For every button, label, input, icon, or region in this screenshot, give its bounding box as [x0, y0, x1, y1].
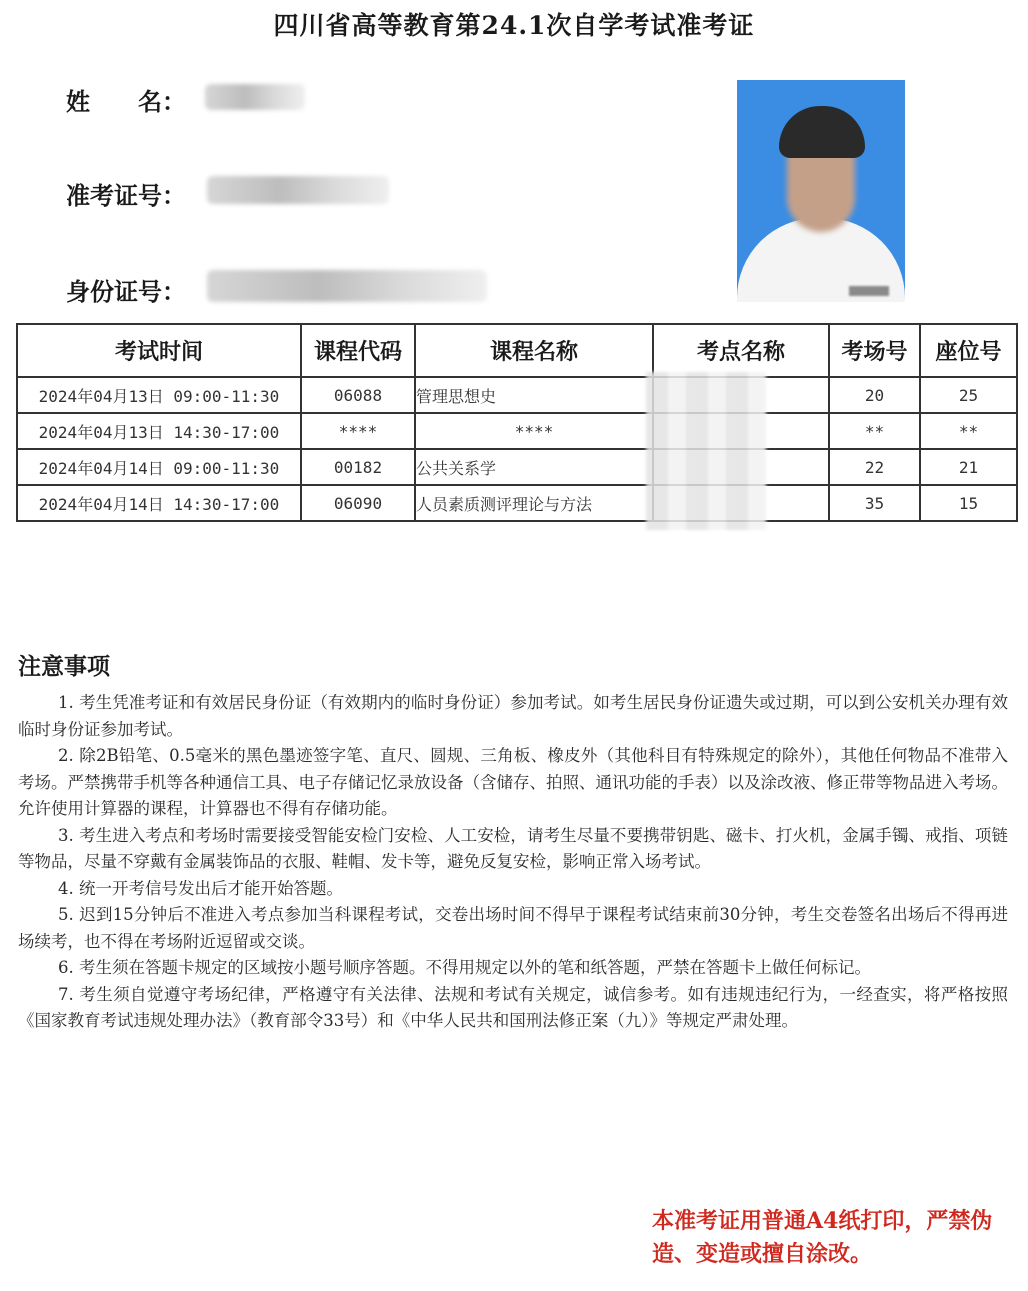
cell-exam-time: 2024年04月13日 14:30-17:00 — [17, 413, 301, 449]
print-warning: 本准考证用普通A4纸打印，严禁伪造、变造或擅自涂改。 — [652, 1208, 993, 1267]
cell-course-name: **** — [415, 413, 653, 449]
header-course-name: 课程名称 — [415, 324, 653, 377]
cell-room-number: 22 — [829, 449, 920, 485]
notice-heading: 注意事项 — [18, 653, 110, 680]
notice-item: 4. 统一开考信号发出后才能开始答题。 — [58, 878, 343, 898]
cell-course-code: 06090 — [301, 485, 415, 521]
cell-room-number: 20 — [829, 377, 920, 413]
notice-list — [18, 690, 1008, 1035]
table-row — [17, 485, 1017, 521]
venue-redaction-overlay — [646, 372, 766, 530]
cell-seat-number: 21 — [920, 449, 1017, 485]
cell-seat-number: 15 — [920, 485, 1017, 521]
cell-course-code: **** — [301, 413, 415, 449]
photo-badge — [849, 286, 889, 296]
candidate-photo — [737, 80, 905, 302]
header-exam-time: 考试时间 — [17, 324, 301, 377]
notice-item: 7. 考生须自觉遵守考场纪律，严格遵守有关法律、法规和考试有关规定，诚信参考。如有违规违纪行为，一经查实，将严格按照《国家教育考试违规处理办法》（教育部令33号）和《中华人民共和国刑法修正案（九）》等规定严肃处理。 — [18, 984, 1008, 1030]
header-seat-number: 座位号 — [920, 324, 1017, 377]
ticket-number-label: 准考证号： — [66, 181, 186, 210]
cell-course-name: 管理思想史 — [415, 377, 653, 413]
cell-course-name: 公共关系学 — [415, 449, 653, 485]
cell-exam-time: 2024年04月14日 09:00-11:30 — [17, 449, 301, 485]
name-value-redacted — [205, 84, 305, 110]
notice-item: 1. 考生凭准考证和有效居民身份证（有效期内的临时身份证）参加考试。如考生居民身份证遗失或过期，可以到公安机关办理有效临时身份证参加考试。 — [18, 693, 1008, 739]
document-title: 四川省高等教育第24.1次自学考试准考证 — [273, 11, 755, 40]
photo-hair — [779, 106, 865, 158]
id-number-label: 身份证号： — [66, 277, 186, 306]
header-room-number: 考场号 — [829, 324, 920, 377]
notice-item: 2. 除2B铅笔、0.5毫米的黑色墨迹签字笔、直尺、圆规、三角板、橡皮外（其他科目有特殊规定的除外），其他任何物品不准带入考场。严禁携带手机等各种通信工具、电子存储记忆录放设备（含储存、拍照、通讯功能的手表）以及涂改液、修正带等物品进入考场。允许使用计算器的课程，计算器也不得有存储功能。 — [18, 746, 1008, 818]
table-header-row — [17, 324, 1017, 377]
cell-course-name: 人员素质测评理论与方法 — [415, 485, 653, 521]
cell-seat-number: 25 — [920, 377, 1017, 413]
cell-room-number: ** — [829, 413, 920, 449]
ticket-number-value-redacted — [207, 176, 389, 204]
cell-course-code: 06088 — [301, 377, 415, 413]
cell-exam-time: 2024年04月13日 09:00-11:30 — [17, 377, 301, 413]
header-course-code: 课程代码 — [301, 324, 415, 377]
notice-item: 3. 考生进入考点和考场时需要接受智能安检门安检、人工安检，请考生尽量不要携带钥匙、磁卡、打火机，金属手镯、戒指、项链等物品，尽量不穿戴有金属装饰品的衣服、鞋帽、发卡等，避免反复安检，影响正常入场考试。 — [18, 825, 1008, 871]
header-venue-name: 考点名称 — [653, 324, 829, 377]
notice-item: 6. 考生须在答题卡规定的区域按小题号顺序答题。不得用规定以外的笔和纸答题，严禁在答题卡上做任何标记。 — [58, 958, 871, 977]
name-label: 姓 名： — [66, 87, 186, 116]
cell-room-number: 35 — [829, 485, 920, 521]
table-row — [17, 377, 1017, 413]
cell-course-code: 00182 — [301, 449, 415, 485]
notice-item: 5. 迟到15分钟后不准进入考点参加当科课程考试，交卷出场时间不得早于课程考试结束前30分钟，考生交卷签名出场后不得再进场续考，也不得在考场附近逗留或交谈。 — [18, 905, 1008, 951]
exam-schedule-table — [16, 323, 1018, 522]
cell-seat-number: ** — [920, 413, 1017, 449]
table-row — [17, 413, 1017, 449]
cell-exam-time: 2024年04月14日 14:30-17:00 — [17, 485, 301, 521]
id-number-value-redacted — [207, 270, 487, 302]
table-row — [17, 449, 1017, 485]
